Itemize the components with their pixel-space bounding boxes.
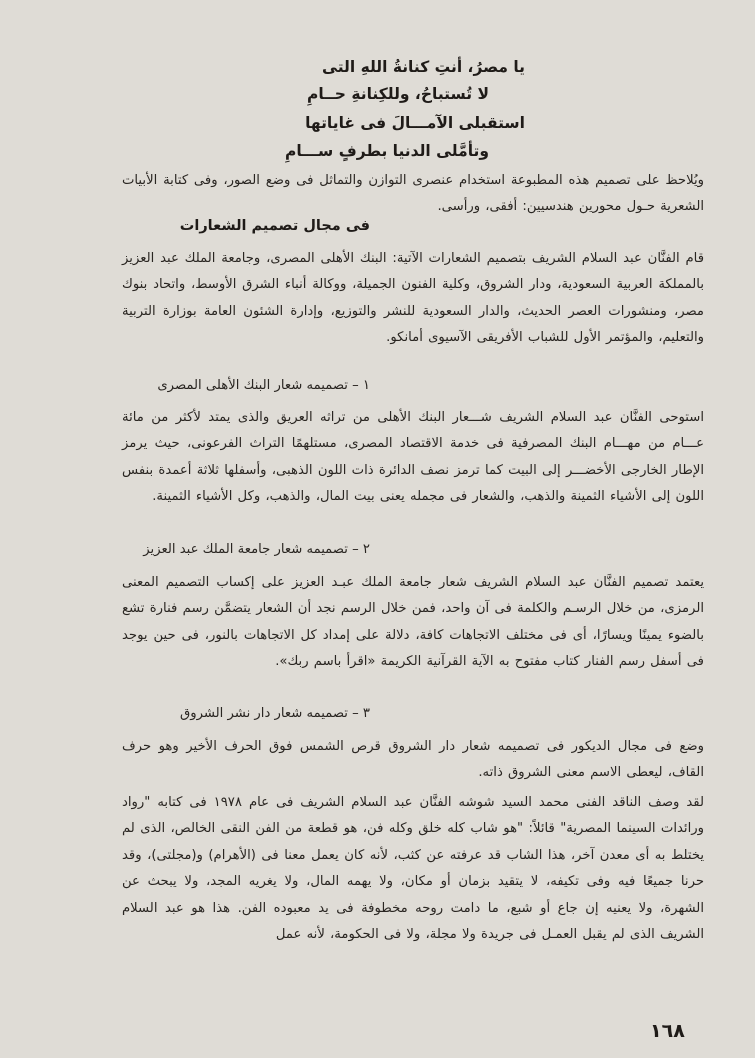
- section-heading: فى مجال تصميم الشعارات: [179, 218, 370, 234]
- page-number: ١٦٨: [650, 1020, 685, 1042]
- item1-paragraph: استوحى الفنَّان عبد السلام الشريف شـــعار البنك الأهلى من تراثه العريق والذى يمتد لأكثر من مائة عـــام من مهـــام البنك المصرفية فى خدمة الاقتصاد المصرى، مستلهمًا التراث الفرعونى، حيث يرمز الإطار الخارجى الأخضـــر إلى البيت كما ترمز نصف الدائرة ذات اللون الذهبى، وأسفلها ثلاثة أعمدة بنفس اللون إلى الأشياء الثمينة والذهب، والشعار فى مجمله يعنى بيت المال، والذهب، وكل الأشياء الثمينة.: [122, 410, 704, 505]
- poem-line-3: استقبلى الآمـــالَ فى غاياتها: [305, 114, 525, 132]
- item2-paragraph: يعتمد تصميم الفنَّان عبد السلام الشريف شعار جامعة الملك عبـد العزيز على إكساب التصميم المعنى الرمزى، من خلال الرسـم والكلمة فى آن واحد، فمن خلال الرسم نجد أن الشعار يتضمَّن رسم فنارة تشع بالضوء يمينًا ويسارًا، أى فى مختلف الاتجاهات كافة، دلالة على إمداد كل الاتجاهات بالنور، فى حين يوجد فى أسفل رسم الفنار كتاب مفتوح به الآية القرآنية الكريمة «اقرأ باسم ربك».: [122, 575, 704, 670]
- item1-title: ١ – تصميمه شعار البنك الأهلى المصرى: [157, 378, 370, 393]
- item3-title: ٣ – تصميمه شعار دار نشر الشروق: [180, 706, 370, 721]
- logos-paragraph: قام الفنَّان عبد السلام الشريف بتصميم الشعارات الآتية: البنك الأهلى المصرى، وجامعة الملك عبد العزيز بالمملكة العربية السعودية، ودار الشروق، وكلية الفنون الجميلة، ووكالة أنباء الشرق الأوسط، واتحاد بنوك مصر، ومنشورات العصر الحديث، والدار السعودية للنشر والتوزيع، وإدارة الشئون العامة بوزارة التربية والتعليم، والمؤتمر الأول للشباب الأفريقى الآسيوى أمانكو.: [122, 251, 704, 346]
- item3-paragraph: وضع فى مجال الديكور فى تصميمه شعار دار الشروق قرص الشمس فوق الحرف الأخير وهو حرف القاف، ليعطى الاسم معنى الشروق ذاته.: [122, 739, 704, 781]
- intro-paragraph: ويُلاحظ على تصميم هذه المطبوعة استخدام عنصرى التوازن والتماثل فى وضع الصور، وفى كتابة الأبيات الشعرية حـول محورين هندسيين: أفقى، ورأسى.: [122, 173, 704, 215]
- poem-line-1: يا مصرُ، أنتِ كنانةُ اللهِ التى: [322, 58, 525, 76]
- item2-title: ٢ – تصميمه شعار جامعة الملك عبد العزيز: [143, 542, 370, 557]
- critic-paragraph: لقد وصف الناقد الفنى محمد السيد شوشه الفنَّان عبد السلام الشريف فى عام ١٩٧٨ فى كتابه "رواد ورائدات السينما المصرية" قائلاً: "هو شاب كله خلق وكله فن، هو قطعة من الفن النقى الخالص، الذى لم يختلط به أى معدن آخر، هذا الشاب قد عرفته عن كثب، لأنه كان يعمل معنا فى (الأهرام) و(مجلتى)، وقد حرنا جميعًا فيه وفى تكيفه، لا يتقيد بزمان أو مكان، ولا يهمه المال، ولا يغريه المجد، ولا يبحث عن الشهرة، ولا يعنيه إن جاع أو شبع، ما دامت روحه مخطوفة فى يد معبوده الفن. هذا هو عبد السلام الشريف الذى لم يقبل العمـل فى جريدة ولا مجلة، ولا فى الحكومة، لأنه عمل: [122, 795, 704, 943]
- poem-line-4: وتأمَّلى الدنيا بطرفٍ ســـامِ: [284, 142, 489, 160]
- poem-line-2: لا تُستباحُ، وللكِنانةِ حــامِ: [307, 85, 489, 103]
